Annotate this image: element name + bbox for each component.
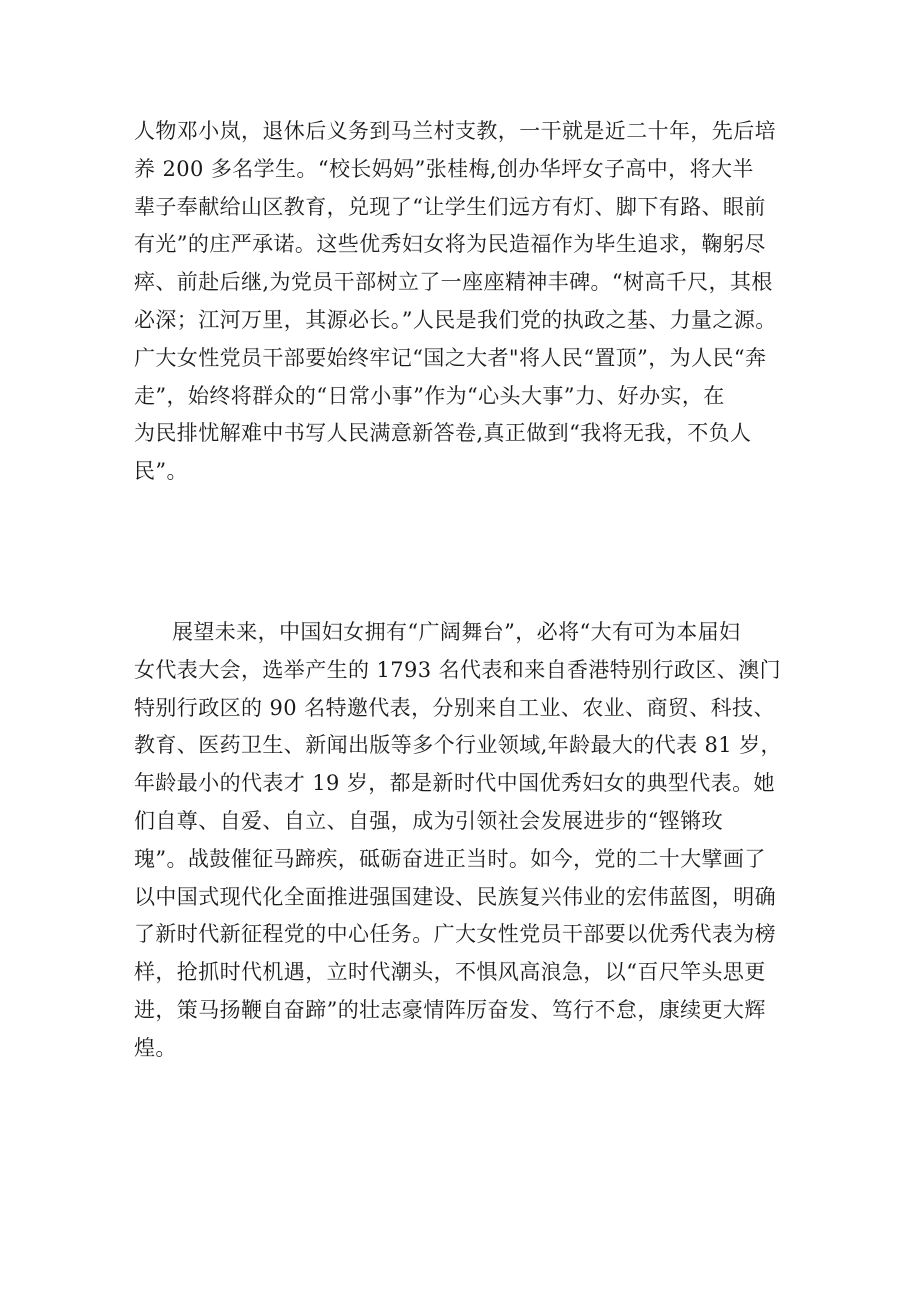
text-line: 展望未来，中国妇女拥有“广阔舞台”，必将“大有可为本届妇 xyxy=(172,620,741,644)
text-line: 年龄最小的代表才 19 岁，都是新时代中国优秀妇女的典型代表。她 xyxy=(134,771,775,796)
text-line: 进，策马扬鞭自奋蹄”的壮志豪情阵厉奋发、笃行不怠，康续更大辉 xyxy=(134,997,766,1022)
text-line: 们自尊、自爱、自立、自强，成为引领社会发展进步的“铿锵玫 xyxy=(134,808,723,833)
text-line: 了新时代新征程党的中心任务。广大女性党员干部要以优秀代表为榜 xyxy=(134,922,776,947)
text-line: 广大女性党员干部要始终牢记“国之大者"将人民“置顶”，为人民“奔 xyxy=(134,345,767,370)
text-line: 养 200 多名学生。“校长妈妈”张桂梅,创办华坪女子高中，将大半 xyxy=(134,156,754,181)
paragraph-2 xyxy=(134,614,782,1068)
text-line: 人物邓小岚，退休后义务到马兰村支教，一干就是近二十年，先后培 xyxy=(134,119,776,143)
text-line: 以中国式现代化全面推进强国建设、民族复兴伟业的宏伟蓝图，明确 xyxy=(134,884,776,909)
text-line: 走”，始终将群众的“日常小事”作为“心头大事”力、好办实，在 xyxy=(134,383,725,408)
text-line: 煌。 xyxy=(134,1035,177,1060)
text-line: 辈子奉献给山区教育，兑现了“让学生们远方有灯、脚下有路、眼前 xyxy=(134,194,766,219)
text-line: 有光”的庄严承诺。这些优秀妇女将为民造福作为毕生追求，鞠躬尽 xyxy=(134,232,766,257)
text-line: 样，抢抓时代机遇，立时代潮头，不惧风高浪急，以“百尺竿头思更 xyxy=(134,960,766,985)
text-line: 教育、医药卫生、新闻出版等多个行业领域,年龄最大的代表 81 岁， xyxy=(134,733,782,758)
text-line: 瘁、前赴后继,为党员干部树立了一座座精神丰碑。“树高千尺，其根 xyxy=(134,270,773,295)
text-line: 为民排忧解难中书写人民满意新答卷,真正做到“我将无我，不负人 xyxy=(134,421,752,446)
text-line: 必深；江河万里，其源必长。”人民是我们党的执政之基、力量之源。 xyxy=(134,307,777,332)
text-line: 特别行政区的 90 名特邀代表，分别来自工业、农业、商贸、科技、 xyxy=(134,695,775,720)
text-line: 民”。 xyxy=(134,459,188,484)
text-line: 女代表大会，选举产生的 1793 名代表和来自香港特别行政区、澳门 xyxy=(134,657,781,682)
paragraph-1 xyxy=(134,113,777,491)
text-line: 瑰”。战鼓催征马蹄疾，砥砺奋进正当时。如今，党的二十大擘画了 xyxy=(134,846,766,871)
